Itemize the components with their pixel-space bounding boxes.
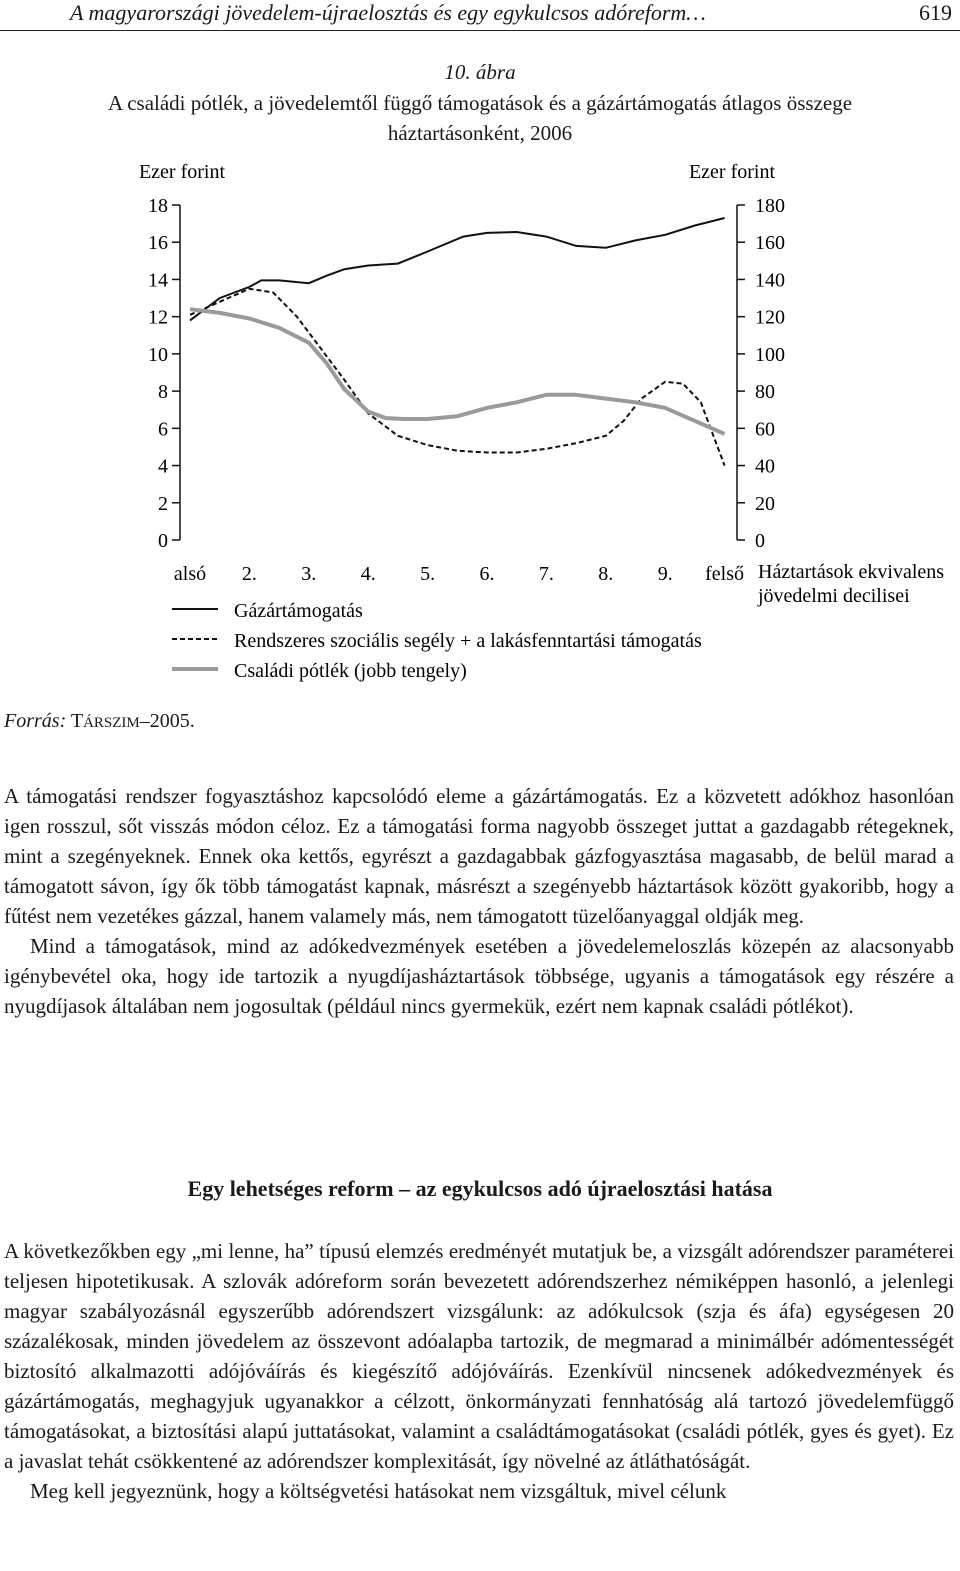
paragraph-2: Mind a támogatások, mind az adókedvezmények esetében a jövedelemeloszlás közepén az alacsonyabb igénybevétel oka, hogy ide tartozik a nyugdíjasháztartások többsége, ugyanis a támogatások egy részére a nyugdíjasok általában nem jogosultak (például nincs gyermekük, ezért nem kapnak családi pótlékot). <box>4 934 954 1018</box>
right-tick-label: 140 <box>755 269 785 292</box>
right-tick-label: 40 <box>755 455 775 478</box>
left-tick-label: 18 <box>148 195 168 217</box>
source-smallcaps: ÁRSZIM <box>83 715 140 731</box>
x-tick-label: 4. <box>360 563 376 585</box>
x-tick-label: 2. <box>241 563 257 585</box>
right-tick-label: 100 <box>755 343 785 366</box>
x-tick-label: 8. <box>598 563 614 585</box>
x-tick-label: 3. <box>301 563 317 585</box>
left-tick-label: 4 <box>158 455 168 478</box>
left-tick-label: 2 <box>158 492 168 515</box>
right-tick-label: 180 <box>755 195 785 217</box>
right-tick-label: 0 <box>755 530 765 552</box>
x-tick-label: 6. <box>479 563 495 585</box>
paragraph-1: A támogatási rendszer fogyasztáshoz kapcsolódó eleme a gázártámogatás. Ez a közvetett adókhoz hasonlóan igen rosszul, sőt visszás módon céloz. Ez a támogatási forma nagyobb összeget juttat a gazdagabb rétegeknek, mint a szegényeknek. Ennek oka kettős, egyrészt a gazdagabbak gázfogyasztása magasabb, de belül marad a támogatott sávon, így ők több támogatást kapnak, másrészt a szegényebb háztartások között gyakoribb, hogy a fűtést nem vezetékes gázzal, hanem valamely más, nem támogatott tüzelőanyaggal oldják meg. <box>4 784 954 928</box>
left-tick-label: 10 <box>148 343 168 366</box>
legend-label-family: Családi pótlék (jobb tengely) <box>234 660 467 682</box>
figure-title-line1: A családi pótlék, a jövedelemtől függő támogatások és a gázártámogatás átlagos összege <box>107 91 853 115</box>
x-tick-label: 9. <box>657 563 673 585</box>
right-tick-label: 120 <box>755 306 785 329</box>
right-tick-label: 80 <box>755 381 775 404</box>
left-tick-label: 16 <box>148 232 168 255</box>
legend-label-gas: Gázártámogatás <box>234 600 363 622</box>
chart-legend <box>172 600 702 682</box>
series-line-social-aid <box>190 289 725 466</box>
page-number: 619 <box>919 0 952 25</box>
chart-series <box>190 218 725 466</box>
left-tick-label: 12 <box>148 306 168 329</box>
chart-axes <box>148 195 785 585</box>
x-tick-label: 5. <box>420 563 436 585</box>
body-text-upper <box>4 781 954 1021</box>
right-tick-label: 20 <box>755 492 775 515</box>
figure-label: 10. ábra <box>444 60 516 84</box>
figure-title <box>20 88 940 148</box>
series-line-family-allowance <box>190 309 725 434</box>
x-tick-label: 7. <box>538 563 554 585</box>
legend-label-social: Rendszeres szociális segély + a lakásfenntartási támogatás <box>234 630 702 652</box>
paragraph-4: Meg kell jegyeznünk, hogy a költségvetési hatásokat nem vizsgáltuk, mivel célunk <box>30 1479 727 1503</box>
series-line-gas-subsidy <box>190 218 725 320</box>
body-text-lower <box>4 1236 954 1506</box>
source-rest: –2005. <box>139 710 195 732</box>
running-title: A magyarországi jövedelem-újraelosztás és egy egykulcsos adóreform… <box>70 0 706 25</box>
x-tick-label: alsó <box>173 563 207 585</box>
left-tick-label: 8 <box>158 381 168 404</box>
line-chart <box>0 150 960 690</box>
x-tick-label: felső <box>705 563 745 585</box>
right-tick-label: 160 <box>755 232 785 255</box>
x-axis-title-line1: Háztartások ekvivalens <box>758 561 945 583</box>
x-axis-title-line2: jövedelmi decilisei <box>758 585 910 607</box>
left-tick-label: 14 <box>148 269 168 292</box>
left-tick-label: 6 <box>158 418 168 441</box>
figure-title-line2: háztartásonként, 2006 <box>387 121 573 145</box>
source-label: Forrás: <box>4 710 67 732</box>
source-first: T <box>70 710 84 732</box>
section-heading: Egy lehetséges reform – az egykulcsos adó újraelosztási hatása <box>187 1176 773 1201</box>
left-tick-label: 0 <box>158 530 168 552</box>
figure-source <box>4 710 195 733</box>
running-head <box>0 0 960 31</box>
right-tick-label: 60 <box>755 418 775 441</box>
paragraph-3: A következőkben egy „mi lenne, ha” típusú elemzés eredményét mutatjuk be, a vizsgált adórendszer paraméterei teljesen hipotetikusak. A szlovák adóreform során bevezetett adórendszerhez némiképpen hasonló, a jelenlegi magyar szabályozásnál egyszerűbb adórendszert vizsgálunk: az adókulcsok (szja és áfa) egységesen 20 százalékosak, minden jövedelem az összevont adóalapba tartozik, de megmarad a minimálbér adómentességét biztosító alkalmazotti adójóváírás és kiegészítő adójóváírás. Ezenkívül nincsenek adókedvezmények és gázártámogatás, meghagyjuk ugyanakkor a célzott, önkormányzati fennhatóság alá tartozó jövedelemfüggő támogatásokat, a biztosítási alapú juttatásokat, valamint a családtámogatásokat (családi pótlék, gyes és gyet). Ez a javaslat tehát csökkentené az adórendszer komplexitását, így növelné az átláthatóságát. <box>4 1239 954 1473</box>
left-axis-label: Ezer forint <box>138 161 226 183</box>
right-axis-label: Ezer forint <box>688 161 776 183</box>
